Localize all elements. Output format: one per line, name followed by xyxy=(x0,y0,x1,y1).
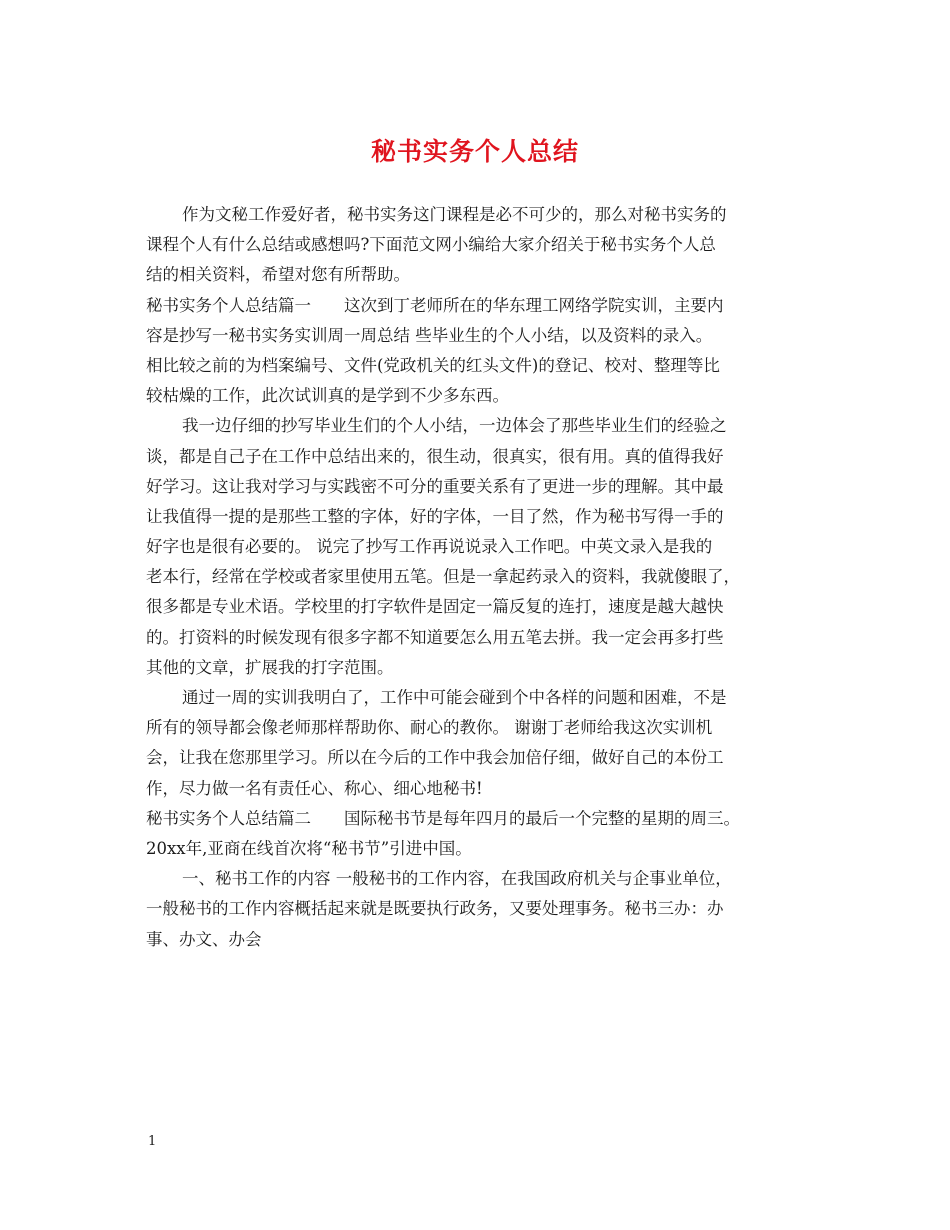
text-line: 很多都是专业术语。学校里的打字软件是固定一篇反复的连打，速度是越大越快 xyxy=(146,597,724,617)
text-line: 相比较之前的为档案编号、文件(党政机关的红头文件)的登记、校对、整理等比 xyxy=(146,355,720,375)
document-body xyxy=(146,200,810,955)
text-line: 结的相关资料，希望对您有所帮助。 xyxy=(146,265,410,285)
page-number: 1 xyxy=(148,1134,157,1149)
section-heading-line: 秘书实务个人总结篇二 国际秘书节是每年四月的最后一个完整的星期的周三。 xyxy=(146,808,740,828)
text-line: 作为文秘工作爱好者，秘书实务这门课程是必不可少的，那么对秘书实务的 xyxy=(182,205,727,224)
text-line: 会，让我在您那里学习。所以在今后的工作中我会加倍仔细，做好自己的本份工 xyxy=(146,748,724,768)
text-line: 课程个人有什么总结或感想吗?下面范文网小编给大家介绍关于秘书实务个人总 xyxy=(146,235,716,255)
text-line: 让我值得一提的是那些工整的字体，好的字体，一目了然，作为秘书写得一手的 xyxy=(146,506,724,526)
text-line: 好字也是很有必要的。 说完了抄写工作再说说录入工作吧。中英文录入是我的 xyxy=(146,537,713,557)
text-line: 容是抄写一秘书实务实训周一周总结 些毕业生的个人小结，以及资料的录入。 xyxy=(146,325,713,345)
text-line: 我一边仔细的抄写毕业生们的个人小结，一边体会了那些毕业生们的经验之 xyxy=(182,416,727,436)
text-line: 20xx年,亚商在线首次将“秘书节”引进中国。 xyxy=(146,838,472,858)
text-line: 较枯燥的工作，此次试训真的是学到不少多东西。 xyxy=(146,386,509,406)
text-line: 事、办文、办会 xyxy=(146,929,262,949)
text-line: 通过一周的实训我明白了，工作中可能会碰到个中各样的问题和困难，不是 xyxy=(182,688,727,707)
text-line: 的。打资料的时候发现有很多字都不知道要怎么用五笔去拼。我一定会再多打些 xyxy=(146,627,724,647)
text-line: 谈，都是自己子在工作中总结出来的，很生动，很真实，很有用。真的值得我好 xyxy=(146,446,724,466)
text-line: 老本行，经常在学校或者家里使用五笔。但是一拿起药录入的资料，我就傻眼了， xyxy=(146,567,740,587)
text-line: 一、秘书工作的内容 一般秘书的工作内容，在我国政府机关与企事业单位， xyxy=(182,869,732,889)
text-line: 其他的文章，扩展我的打字范围。 xyxy=(146,657,394,677)
text-line: 一般秘书的工作内容概括起来就是既要执行政务，又要处理事务。秘书三办：办 xyxy=(146,899,724,919)
text-line: 作，尽力做一名有责任心、称心、细心地秘书! xyxy=(146,778,483,798)
text-line: 好学习。这让我对学习与实践密不可分的重要关系有了更进一步的理解。其中最 xyxy=(146,476,724,496)
text-line: 所有的领导都会像老师那样帮助你、耐心的教你。 谢谢丁老师给我这次实训机 xyxy=(146,718,713,738)
section-heading-line: 秘书实务个人总结篇一 这次到丁老师所在的华东理工网络学院实训，主要内 xyxy=(146,295,724,315)
document-title: 秘书实务个人总结 xyxy=(370,137,579,166)
